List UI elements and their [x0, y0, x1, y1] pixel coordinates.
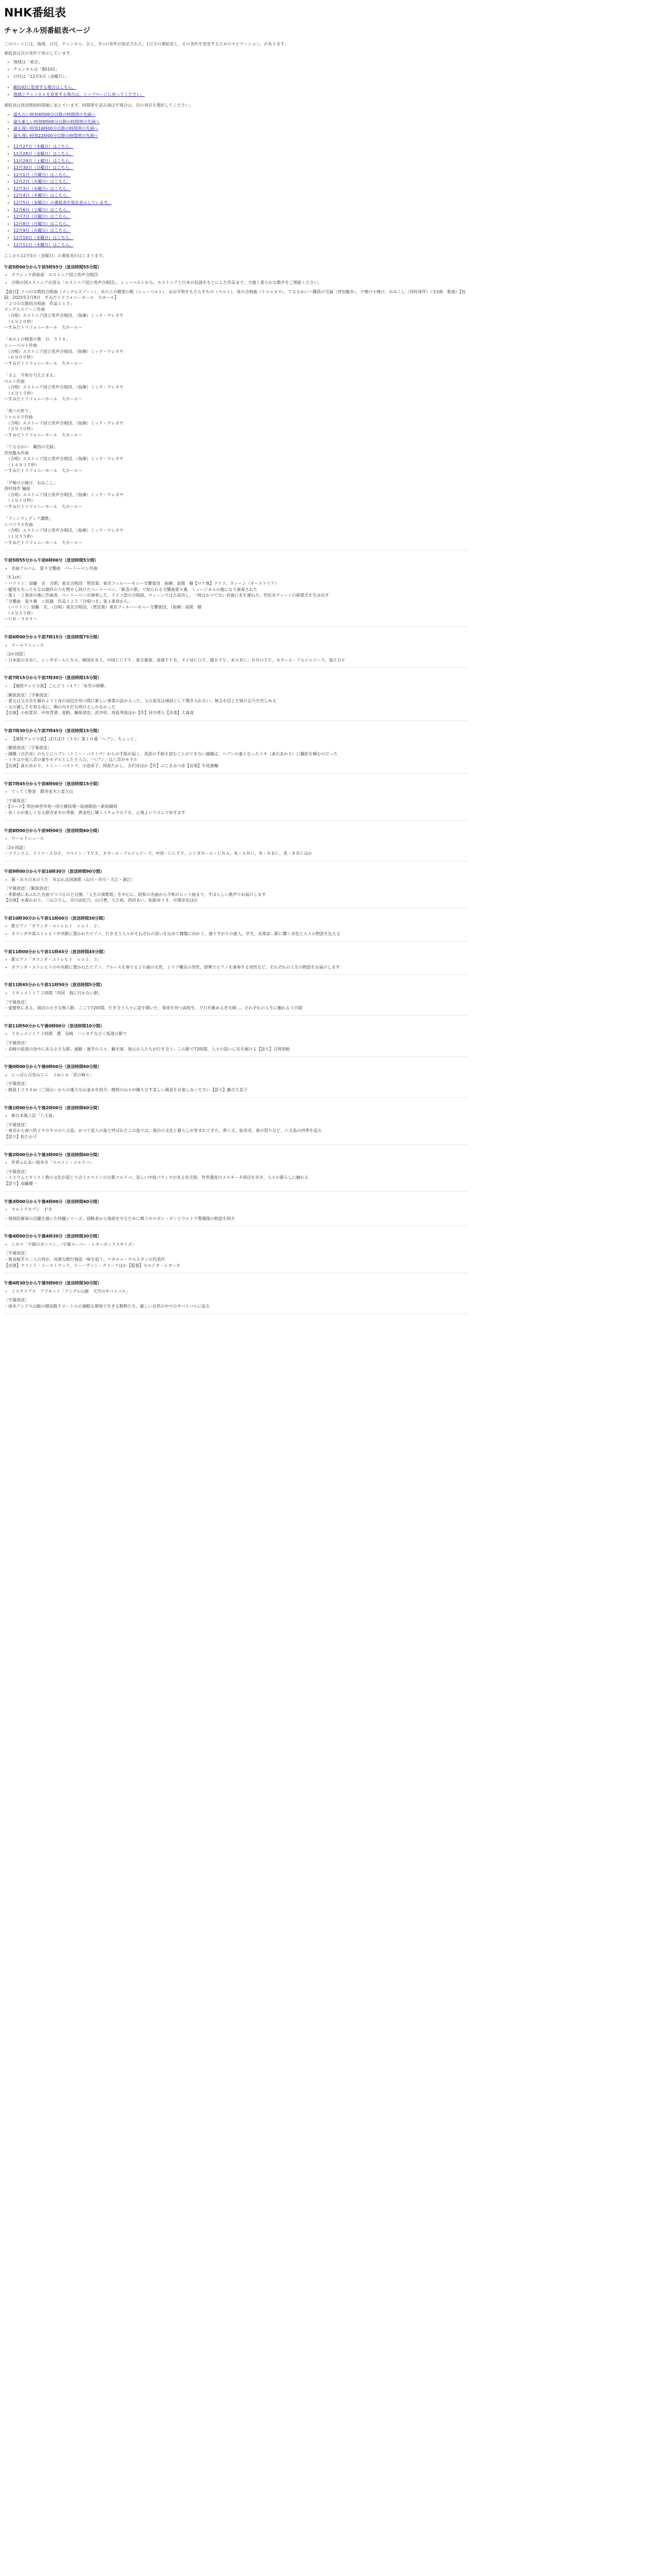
program-title: • 名曲アルバム 第９交響曲 ベートーベン作曲 [11, 566, 468, 572]
program-item [4, 1064, 468, 1097]
program-time: 午前11時00分から午前11時45分（放送時間45分間） [4, 949, 107, 954]
program-title: • てくてく絶景 銀杏並木と富士山 [11, 789, 468, 795]
time-jump-link[interactable]: 最も新しい時刻9時00分以降の時間帯の先頭へ [13, 119, 100, 124]
condition-region: • 地域は「東京」 [13, 59, 468, 65]
program-time: 午前11時45分から午前11時50分（放送時間5分間） [4, 982, 105, 988]
program-title: • ウルトラセブン ＰＲ [11, 1207, 468, 1213]
program-description: ［2か国語］ ・フランス２、ドイツ・ＺＤＦ、スペイン・ＴＶＥ、カタール・アルジャジーラ、中国・ＣＣＴＶ、シンガポール・ＣＮＡ、米・ＡＢＣ、米・ＮＢＣ、英・ＢＢＣほか [4, 845, 312, 856]
program-time: 午後2時00分から午後3時00分（放送時間60分間） [4, 1152, 102, 1157]
date-link[interactable]: 12月4日（木曜日）はこちら。 [13, 193, 71, 198]
date-link[interactable]: 12月1日（月曜日）はこちら。 [13, 172, 71, 177]
back-to-top-link[interactable]: 地域とチャンネルを変更する場合は、トップページに戻ってください。 [13, 92, 145, 97]
program-description: ［字幕放送］ ・標高１２０８ｍ（三国山）からの雄大な山並みを紹介。晩秋の山々が織りなす美しい風景をお楽しみください【語り】藤吉久美子 [4, 1081, 247, 1092]
page [0, 0, 472, 1325]
date-links [4, 144, 468, 248]
program-time: 午前7時15分から午前7時30分（放送時間15分間） [4, 675, 102, 681]
program-title: • 【連続テレビ小説】ごんどう（４７）「氷雪の帰郷」 [11, 683, 468, 689]
program-details [4, 566, 468, 572]
change-channel-link[interactable]: BS102に変更する場合はこちら。 [13, 85, 76, 90]
time-jump-link[interactable]: 最も遅い時刻22時00分以降の時間帯の先頭へ [13, 133, 98, 138]
date-link[interactable]: 12月7日（日曜日）はこちら。 [13, 214, 71, 219]
program-time: 午前6時00分から午前7時15分（放送時間75分間） [4, 635, 102, 640]
time-jump-link[interactable]: 最も古い時刻4時00分以降の時間帯の先頭へ [13, 112, 96, 117]
divider [4, 974, 468, 975]
program-item [4, 1280, 468, 1314]
program-title: • 駅ピアノ「オランダ・ユトレヒト ｖｏｌ．３」 [11, 957, 468, 963]
condition-channel: • チャンネルは「BS101」 [13, 66, 468, 73]
divider [4, 820, 468, 821]
program-time: 午前5時00分から午前5時55分（放送時間55分間） [4, 264, 102, 269]
program-title: • にっぽん百名山ミニ ３ｍｉｎ「雲の峰々」 [11, 1072, 468, 1078]
time-jump-link[interactable]: 最も遅い時刻16時00分以降の時間帯の先頭へ [13, 126, 98, 131]
program-time: 午後3時00分から午後4時00分（放送時間60分間） [4, 1199, 102, 1204]
program-title: • ドキュメント７２時間 選 長崎 ハンカチなびく坂道の駅で [11, 1031, 468, 1037]
program-details [4, 1160, 468, 1166]
divider [4, 1144, 468, 1145]
program-time: 午前5時55分から午前6時00分（放送時間5分間） [4, 558, 98, 563]
program-details [4, 642, 468, 649]
date-link[interactable]: 11月27日（木曜日）はこちら。 [13, 144, 74, 149]
program-time: 午前11時50分から午後0時00分（放送時間10分間） [4, 1023, 105, 1028]
date-link[interactable]: 12月2日（火曜日）はこちら。 [13, 179, 71, 184]
program-time: 午後0時00分から午後0時00分（放送時間60分間） [4, 1064, 102, 1070]
program-bullet: • オランダ中部ユトレヒト中央駅に置かれたピアノ。行き交う人々がそれぞれの思いを込めて鍵盤に向かう。通りすがりの旅人、学生、音楽家…駅に響く音色と人々の物語を伝える [11, 931, 468, 937]
date-link-current[interactable]: 12月5日（金曜日）の番組表を現在表示しています。 [13, 200, 112, 206]
program-time: 午後4時00分から午後4時30分（放送時間30分間） [4, 1234, 102, 1239]
page-title: チャンネル別番組表ページ [4, 26, 90, 35]
program-title: • シネマ「夕陽のガンマン」〈字幕スーパー・レターボックスサイズ〉 [11, 1242, 468, 1248]
date-link[interactable]: 11月29日（土曜日）はこちら。 [13, 158, 74, 163]
page-description: このページには、地域、日付、チャンネル、以上、3つの条件が指定された、1日分の番組表と、その条件を変更するためのナビゲーション、があります。 [4, 42, 289, 47]
program-description: ［字幕放送］ ・イスラムとキリスト教の文化が混じり合うスペインの古都コルドバ。美しい中庭パティオがある住宅街、世界遺産のメスキータ周辺を歩き、人々の暮らしに触れる 【語り】加藤健一 [4, 1169, 309, 1186]
program-time: 午前10時30分から午前11時00分（放送時間30分間） [4, 916, 107, 921]
program-details [4, 1242, 468, 1248]
program-details [4, 990, 468, 996]
program-bullet: • オランダ・ユトレヒトの中央駅に置かれたピアノ。ブルースを奏でる２０歳の女性、シリア難民の男性、即興でピアノを演奏する男性など、それぞれの人生の物語をお届けします [11, 964, 468, 971]
program-details [4, 1113, 468, 1119]
program-details [4, 789, 468, 795]
program-details [4, 736, 468, 742]
program-item [4, 557, 468, 627]
program-item [4, 675, 468, 721]
divider [4, 1097, 468, 1098]
program-description: ［2か国語］ ・日本語のＢＢＣ、シンガポールＣＮＡ、韓国ＫＢＳ、中国ＣＣＴＶ、東方衛視、香港ＴＶＢ、タイＭＣＯＴ、露ＲＴＶ、米ＡＢＣ、ＲＮＯＴＶ、カタール・アルジャジーラ、独ＺＤＦ [4, 652, 345, 663]
program-item [4, 728, 468, 774]
program-details [4, 877, 468, 883]
program-description: ［字幕放送］ ・愛媛県にある、海辺の小さな無人駅。ここで72時間、行き交う人々に話を聞いた。電車を待つ高校生、夕日を眺める老夫婦…。それぞれの人生に触れる３日間 [4, 999, 303, 1011]
program-title: • 世界ふれあい街歩き「スペイン・コルドバ」 [11, 1160, 468, 1166]
program-item [4, 1023, 468, 1057]
date-link[interactable]: 12月10日（水曜日）はこちら。 [13, 235, 74, 241]
program-item [4, 1233, 468, 1273]
program-description: ［字幕放送］［解説放送］ ・季節感にあふれた名曲でつづるのど自慢。「人生の演歌坂」を中心に、昭和の名曲から令和のヒット曲まで、すばらしい歌声でお届けします 【出演】水森かおり、三山ひろし、市川由紀乃、山川豊、大江裕、西田あい、松阪ゆうき、中澤卓也ほか [4, 886, 266, 903]
program-description: ［字幕放送］ ・長崎の坂道の途中にある小さな駅。通勤・通学の人々、観光客、地元の人たちが行き交う。この駅で72時間、人々の思いに耳を傾ける【語り】吉岡里帆 [4, 1041, 290, 1052]
program-title: • ミステリアス プラネット「アングル山脈 天空のサバイバル」 [11, 1289, 468, 1295]
program-item [4, 916, 468, 942]
date-link[interactable]: 11月28日（金曜日）はこちら。 [13, 151, 74, 156]
program-item [4, 949, 468, 975]
program-title: • ワールドニュース [11, 836, 468, 842]
program-time: 午前7時45分から午前8時00分（放送時間15分間） [4, 781, 102, 786]
program-item [4, 264, 468, 550]
program-details [4, 923, 468, 937]
program-bullet: • 合唱の国エストニアが誇る「エストニア国立男声合唱団」。シューベルトから、エストニアと日本の民謡をもとにした作品まで、力強く柔らかな歌声をご堪能ください。 [11, 280, 468, 286]
divider [4, 1056, 468, 1057]
program-details [4, 272, 468, 285]
program-time: 午後4時30分から午後5時00分（放送時間30分間） [4, 1281, 102, 1286]
program-time: 午前7時30分から午前7時45分（放送時間15分間） [4, 728, 102, 733]
program-item [4, 828, 468, 861]
program-list [4, 264, 468, 1314]
program-description: ［字幕放送］ ・南米アンデス山脈の標高数千メートルの過酷な環境で生きる動物たち。厳しい自然の中でのサバイバルに迫る [4, 1298, 210, 1309]
program-details [4, 836, 468, 842]
program-details [4, 683, 468, 689]
change-links [4, 84, 468, 97]
program-time: 午前8時00分から午前9時00分（放送時間60分間） [4, 828, 102, 833]
program-title: • 【連続テレビ小説】ばけばけ（５０）第１０週「ヘブン、ちょっと」 [11, 736, 468, 742]
program-details [4, 1072, 468, 1078]
divider [4, 773, 468, 774]
conditions-label: 番組表は次の条件で表示しています。 [4, 50, 74, 56]
program-title: • 新日本風土記「八丈島」 [11, 1113, 468, 1119]
site-brand: NHK番組表 [4, 7, 66, 20]
date-link[interactable]: 12月9日（火曜日）はこちら。 [13, 228, 71, 233]
program-title: • ワールドニュース [11, 642, 468, 649]
divider [4, 1191, 468, 1192]
divider [4, 941, 468, 942]
program-item [4, 1105, 468, 1145]
program-description: 【曲目】２つの宗教的合唱曲（メンデルスゾーン）、水の上の精霊の歌（シューベルト）、おお平和をもたらすもの（ペルト）、夜の合唱曲（トゥルヌス）、てるるかい～職員の宅録（宮田龍水）、夕焼け小焼け、おみこし（西村周作）（全2曲 歌曲）【収録：2025年2月8日 すみだトリフォニーホール 大ホール】 「２つの宗教的合唱曲 作品１１５」 メンデルスゾーン作曲 （合唱）エストニア国立男声合唱団、（指揮）ミック・ウレオヤ （４分２０秒） ～すみだトリフォニーホール 大ホール～ 「水の上の精霊の歌 Ｄ．５３８」 シューベルト作曲 （合唱）エストニア国立男声合唱団、（指揮）ミック・ウレオヤ （６分００秒） ～すみだトリフォニーホール 大ホール～ 「主よ 平和を与えたまえ」 ペルト作曲 （合唱）エストニア国立男声合唱団、（指揮）ミック・ウレオヤ （４分１５秒） ～すみだトリフォニーホール 大ホール～ 「夜への祈り」 トゥルヌス作曲 （合唱）エストニア国立男声合唱団、（指揮）ミック・ウレオヤ （５分３０秒） ～すみだトリフォニーホール 大ホール～ 「てるるかい 職員の宅録」 宮田龍水作曲 （合唱）エストニア国立男声合唱団、（指揮）ミック・ウレオヤ （１４分３５秒） ～すみだトリフォニーホール 大ホール～ 「夕焼け小焼け、おみこし」 西村周作 編曲 （合唱）エストニア国立男声合唱団、（指揮）ミック・ウレオヤ （３分１０秒） ～すみだトリフォニーホール 大ホール～ 「フィンランディア讃歌」 シベリウス作曲 （合唱）エストニア国立男声合唱団、（指揮）ミック・ウレオヤ （１分５５秒） ～すみだトリフォニーホール 大ホール～ [4, 289, 466, 545]
program-description: ［字幕放送］ ・【コース】明治神宮外苑～国立競技場～絵画館前～新宿御苑 ・歩くのが楽しくなる銀杏並木の季節。黄金色に輝くイチョウの下を、心地よいリズムで歩きます [4, 798, 186, 815]
program-item [4, 1152, 468, 1192]
program-description: ［解説放送］［字幕放送］ ・重五は父兵吾を鎮めようと母の返信を待つ間に新しい事業の話が入った。父の意見は頑固として聞き入れない。無言を信じた妹の志乃を苦しめる ・父の激しさを知る母に、胸の内を打ち明けるしかなかった 【出演】小松菜奈、中田青渚、夏帆、藤原竜也、武井咲、西島秀俊ほか【作】河合勇人【音楽】大森真 [4, 692, 276, 716]
program-details [4, 1289, 468, 1295]
divider [4, 720, 468, 721]
date-link[interactable]: 12月8日（月曜日）はこちら。 [13, 221, 71, 226]
program-item [4, 1199, 468, 1227]
conditions-list [4, 59, 468, 79]
program-title: • ドキュメント７２時間「四国 海に行かない駅」 [11, 990, 468, 996]
divider [4, 1015, 468, 1016]
time-skip-description: 番組表は放送開始時間順に並んでいます。時間帯を読み飛ばす場合は、次の項目を選択してください。 [4, 103, 194, 108]
program-item [4, 634, 468, 668]
program-item [4, 982, 468, 1015]
divider [4, 667, 468, 668]
program-description: ［字幕放送］ ・東京から南へ約２９０キロの八丈島。かつて流人の島と呼ばれたこの島では、独自の文化と暮らしが育まれてきた。黄八丈、島寿司、春の祭りなど、八丈島の四季を巡る 【語り】松たか子 [4, 1122, 322, 1139]
program-title: • 駅ピアノ「オランダ・ユトレヒト ｖｏｌ．２」 [11, 923, 468, 929]
schedule-start: ここから12月5日（金曜日）の番組表がはじまります。 [4, 253, 107, 259]
date-link[interactable]: 11月30日（日曜日）はこちら。 [13, 165, 74, 171]
program-item [4, 781, 468, 821]
date-link[interactable]: 12月6日（土曜日）はこちら。 [13, 207, 71, 212]
program-title: • クラシック倶楽部 エストニア国立男声合唱団 [11, 272, 468, 278]
program-time: 午前9時00分から午前10時30分（放送時間90分間） [4, 869, 105, 874]
program-description: ［解説放送］［字幕放送］ ・錦織（吉沢亮）のもとにヘブン（トミー・バストウ）からの手紙が届く。英語の手紙を読むことができない錦織は、ヘブンの妻となったトキ（髙石あかり）に翻訳を頼むのだった ・トキは小泉八雲の妻をモデルとした主人公。「ヘブン」は八雲がモデル 【出演】髙石あかり、トミー・バストウ、小池栄子、岡部たかし、吉沢亮ほか【作】ふじきみつ彦【音楽】牛尾憲輔 [4, 745, 338, 768]
date-link[interactable]: 12月11日（木曜日）はこちら。 [13, 242, 74, 247]
program-description: ［字幕放送］ ・賞金稼ぎの二人の男が、凶悪な銀行強盗一味を追う。マカロニ・ウエスタンの代表作 【出演】クリント・イーストウッド、リー・ヴァン・クリーフほか【監督】セルジオ・レオーネ [4, 1251, 180, 1268]
program-item [4, 869, 468, 908]
program-title: • 新・ＢＳ日本のうた 年忘れ北国演歌（山川・市川・大江・源江） [11, 877, 468, 883]
date-link[interactable]: 12月3日（水曜日）はこちら。 [13, 186, 71, 191]
condition-date: • 日付は「12月5日（金曜日）」 [13, 74, 468, 80]
divider [4, 626, 468, 627]
program-description: ［5.1ch］ ・バリトン：加藤 克 合唱：東京合唱団 管弦楽：東京フィルハーモニー交響楽団 指揮：高関 健【ロケ地】ドイツ、ウィーン（オーストリア） ・聴覚を失ってもなお創作の力を燃やし続けたベートーベン。「歓喜の歌」で知られる交響曲第９番。ミュージカルの後になり演奏された ・第１・２楽章の後に作曲者、ベートーベンが演奏した、ドイツ語の合唱曲、ウィーンでは大成功し、一時はかつてない名曲に名を連ねた。世紀末ウィーンの新様式を生み出す 「交響曲 第９番 ニ短調 作品１２５『合唱つき』第４楽章から」 （バリトン）加藤 克、（合唱）東京合唱団、（管弦楽）東京フィルハーモニー交響楽団、（指揮）高関 健 （４分５５秒） ～ＣＲ－５０９～ [4, 575, 329, 622]
time-jump-links [4, 112, 468, 139]
program-details [4, 957, 468, 970]
program-time: 午後1時00分から午後2時00分（放送時間60分間） [4, 1105, 102, 1110]
program-description: ・地球防衛軍の活躍を描いた特撮シリーズ。侵略者から地球を守るために戦うモロボシ・ダンとウルトラ警備隊の物語を紹介 [4, 1216, 235, 1221]
program-details [4, 1031, 468, 1037]
program-details [4, 1207, 468, 1213]
